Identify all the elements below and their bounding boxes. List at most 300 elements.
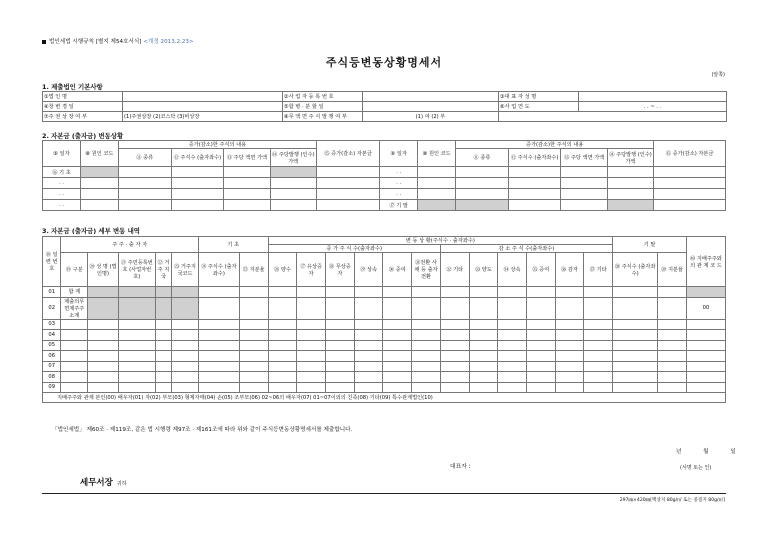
change-head: 변 동 상 황(주식수 · 출자좌수): [268, 237, 613, 245]
shaded-cell: [155, 287, 171, 298]
table-cell[interactable]: [118, 200, 171, 211]
fiscal-field[interactable]: . . ~ . .: [579, 102, 727, 112]
corp-name-label: ①법 인 명: [43, 92, 123, 102]
table-cell[interactable]: [88, 382, 119, 393]
table-cell[interactable]: [555, 287, 584, 298]
table-cell[interactable]: [469, 340, 498, 351]
table-cell[interactable]: [383, 372, 412, 383]
table-cell[interactable]: [354, 340, 383, 351]
table-cell[interactable]: [440, 361, 469, 372]
table-cell[interactable]: [239, 330, 268, 341]
par-head: ⑬ 주당 액면 가액: [224, 149, 270, 167]
table-row: [43, 351, 726, 362]
fiscal-label: ⑥사 업 연 도: [499, 102, 579, 112]
table-row: [43, 287, 726, 298]
relation-code-cell[interactable]: [686, 361, 725, 372]
table-cell[interactable]: [88, 361, 119, 372]
shaded-cell: [88, 287, 119, 298]
table-cell[interactable]: [270, 178, 316, 189]
table-cell[interactable]: [456, 189, 509, 200]
table-cell[interactable]: [440, 382, 469, 393]
row-number: 05: [43, 340, 61, 351]
table-cell[interactable]: [561, 200, 607, 211]
table-cell[interactable]: [61, 372, 88, 383]
table-cell[interactable]: [88, 319, 119, 330]
shaded-cell: [456, 200, 509, 211]
table-cell[interactable]: [469, 330, 498, 341]
table-cell[interactable]: [224, 200, 270, 211]
table-cell[interactable]: [469, 319, 498, 330]
table-cell[interactable]: [613, 330, 658, 341]
table-cell[interactable]: [317, 178, 380, 189]
table-cell[interactable]: [171, 178, 224, 189]
table-cell[interactable]: [326, 340, 355, 351]
table-cell[interactable]: [440, 330, 469, 341]
paper-spec: 297㎜×420㎜[백상지 80g/㎡ 또는 중질지 80g/㎡]: [619, 498, 725, 503]
table-cell[interactable]: [118, 351, 155, 362]
table-cell[interactable]: [172, 382, 199, 393]
table-cell[interactable]: [508, 189, 561, 200]
biz-no-field[interactable]: [363, 92, 499, 102]
table-cell[interactable]: [239, 287, 268, 298]
table-cell[interactable]: [88, 340, 119, 351]
dots-cell[interactable]: . .: [43, 178, 81, 189]
issue-head-2: ⑭ 주당발행 (인수)가액: [607, 149, 653, 167]
table-cell[interactable]: [412, 382, 441, 393]
table-cell[interactable]: [412, 287, 441, 298]
table-cell[interactable]: [239, 319, 268, 330]
table-cell[interactable]: [268, 297, 297, 319]
inc-shares-head: 증 가 주 식 수(출자좌수): [268, 245, 440, 253]
table-row: [43, 330, 726, 341]
table-cell[interactable]: [155, 319, 171, 330]
relation-code-cell[interactable]: [686, 330, 725, 341]
table-cell[interactable]: [198, 351, 239, 362]
square-bullet-icon: [42, 40, 46, 44]
table-cell[interactable]: [198, 361, 239, 372]
table-cell[interactable]: [118, 330, 155, 341]
shaded-cell: [607, 200, 653, 211]
table-cell[interactable]: [584, 351, 613, 362]
table-cell[interactable]: [268, 340, 297, 351]
table-cell[interactable]: [469, 351, 498, 362]
table-cell[interactable]: [155, 382, 171, 393]
table-cell[interactable]: [555, 351, 584, 362]
table-cell[interactable]: [613, 287, 658, 298]
corp-name-field[interactable]: [123, 92, 283, 102]
table-cell[interactable]: [383, 297, 412, 319]
table-cell[interactable]: [469, 372, 498, 383]
table-cell[interactable]: [412, 361, 441, 372]
table-cell[interactable]: [155, 351, 171, 362]
table-cell[interactable]: [613, 382, 658, 393]
table-cell[interactable]: [412, 330, 441, 341]
table-cell[interactable]: [498, 340, 527, 351]
table-cell[interactable]: [383, 351, 412, 362]
table-cell[interactable]: [584, 319, 613, 330]
column-head: ㉜ 기타: [440, 253, 469, 287]
table-cell[interactable]: [526, 330, 555, 341]
change-date-field[interactable]: [123, 102, 283, 112]
table-cell[interactable]: [584, 382, 613, 393]
table-cell[interactable]: [239, 340, 268, 351]
dots-cell[interactable]: . .: [43, 189, 81, 200]
form-reference: [42, 37, 194, 45]
table-cell[interactable]: [440, 351, 469, 362]
table-cell[interactable]: [118, 178, 171, 189]
table-cell[interactable]: [658, 340, 687, 351]
table-cell[interactable]: [326, 297, 355, 319]
table-cell[interactable]: [198, 287, 239, 298]
table-cell[interactable]: [508, 200, 561, 211]
table-cell[interactable]: [555, 297, 584, 319]
cause-head-2: ⑩ 원인 코드: [418, 141, 456, 167]
dots-cell[interactable]: . .: [380, 189, 418, 200]
table-cell[interactable]: [88, 330, 119, 341]
table-cell[interactable]: [268, 361, 297, 372]
table-cell[interactable]: [198, 372, 239, 383]
table-cell[interactable]: [297, 382, 326, 393]
table-cell[interactable]: [469, 361, 498, 372]
table-cell[interactable]: [412, 319, 441, 330]
table-cell[interactable]: [383, 287, 412, 298]
table-cell[interactable]: [469, 297, 498, 319]
section1-table: [42, 91, 727, 122]
table-cell[interactable]: [239, 361, 268, 372]
table-cell[interactable]: [118, 361, 155, 372]
column-head: ㉛전환 사채 등 출자전환: [412, 253, 441, 287]
column-head: ㊱ 감자: [555, 253, 584, 287]
table-cell[interactable]: [172, 319, 199, 330]
table-cell[interactable]: [172, 330, 199, 341]
table-cell[interactable]: [526, 340, 555, 351]
table-cell[interactable]: [61, 361, 88, 372]
table-cell[interactable]: [383, 330, 412, 341]
table-cell[interactable]: [508, 167, 561, 178]
table-cell[interactable]: [584, 330, 613, 341]
table-cell[interactable]: [383, 319, 412, 330]
table-cell[interactable]: [172, 361, 199, 372]
table-cell[interactable]: [584, 372, 613, 383]
table-cell[interactable]: [297, 372, 326, 383]
table-cell[interactable]: [61, 319, 88, 330]
end-head: 기 말: [613, 237, 687, 253]
table-cell[interactable]: [268, 287, 297, 298]
table-cell[interactable]: [607, 167, 653, 178]
table-cell[interactable]: [584, 361, 613, 372]
date-head-2: ⑨ 일자: [380, 141, 418, 167]
table-cell[interactable]: [118, 189, 171, 200]
table-cell[interactable]: [508, 178, 561, 189]
table-cell[interactable]: [80, 189, 118, 200]
table-cell[interactable]: [297, 330, 326, 341]
table-cell[interactable]: [354, 319, 383, 330]
column-head: ⑲ 구분: [61, 253, 88, 287]
table-cell[interactable]: [80, 178, 118, 189]
table-cell[interactable]: [297, 361, 326, 372]
table-cell[interactable]: [198, 319, 239, 330]
table-cell[interactable]: [584, 287, 613, 298]
table-cell[interactable]: [555, 382, 584, 393]
table-cell[interactable]: [561, 189, 607, 200]
table-cell[interactable]: [317, 200, 380, 211]
table-cell[interactable]: [555, 330, 584, 341]
table-row: [43, 372, 726, 383]
table-cell[interactable]: [61, 330, 88, 341]
table-cell[interactable]: [654, 178, 726, 189]
table-cell[interactable]: [498, 382, 527, 393]
table-cell[interactable]: [412, 340, 441, 351]
column-head: ㉝ 양도: [469, 253, 498, 287]
table-cell[interactable]: [317, 167, 380, 178]
table-cell[interactable]: [239, 297, 268, 319]
tax-office-label: [80, 476, 127, 488]
table-cell[interactable]: [613, 361, 658, 372]
table-cell[interactable]: [297, 319, 326, 330]
column-head: ㉚ 증여: [383, 253, 412, 287]
table-cell[interactable]: [80, 200, 118, 211]
inc-head-2: 증가(감소)한 주식의 내용: [456, 141, 654, 149]
date-head: ⑨ 일자: [43, 141, 81, 167]
table-cell[interactable]: [498, 361, 527, 372]
table-cell[interactable]: [239, 372, 268, 383]
table-cell[interactable]: [268, 319, 297, 330]
table-cell[interactable]: [526, 287, 555, 298]
table-cell[interactable]: [498, 297, 527, 319]
table-cell[interactable]: [383, 382, 412, 393]
table-cell[interactable]: [268, 372, 297, 383]
rep-field[interactable]: [579, 92, 727, 102]
table-cell[interactable]: [297, 340, 326, 351]
table-cell[interactable]: [412, 372, 441, 383]
relation-code-head: ㊵ 지배주주와의 관 계 코 드: [686, 237, 725, 287]
table-cell[interactable]: [555, 372, 584, 383]
table-cell[interactable]: [526, 319, 555, 330]
table-cell[interactable]: [354, 330, 383, 341]
table-cell[interactable]: [297, 287, 326, 298]
table-cell[interactable]: [658, 287, 687, 298]
table-cell[interactable]: [654, 167, 726, 178]
table-cell[interactable]: [526, 361, 555, 372]
table-cell[interactable]: [224, 167, 270, 178]
table-cell[interactable]: [172, 372, 199, 383]
table-cell[interactable]: [297, 351, 326, 362]
dots-cell[interactable]: . .: [380, 178, 418, 189]
table-cell[interactable]: [270, 189, 316, 200]
table-cell[interactable]: [613, 372, 658, 383]
table-cell[interactable]: [118, 167, 171, 178]
table-cell[interactable]: [440, 319, 469, 330]
column-head: ㉗ 유상증자: [297, 253, 326, 287]
table-cell[interactable]: [658, 319, 687, 330]
table-cell[interactable]: [172, 340, 199, 351]
table-cell[interactable]: [270, 200, 316, 211]
section3-table: [42, 236, 726, 403]
table-cell[interactable]: [584, 297, 613, 319]
table-cell[interactable]: [354, 297, 383, 319]
table-cell[interactable]: [118, 319, 155, 330]
revision-text: <개정 2013.2.23>: [143, 39, 194, 45]
table-cell[interactable]: [198, 340, 239, 351]
cause-head: ⑩ 원인 코드: [80, 141, 118, 167]
relation-code-cell[interactable]: [686, 319, 725, 330]
table-cell[interactable]: [118, 340, 155, 351]
table-cell[interactable]: [654, 189, 726, 200]
shaded-cell: [80, 167, 118, 178]
table-cell[interactable]: [613, 340, 658, 351]
table-cell[interactable]: [155, 372, 171, 383]
table-cell[interactable]: [658, 372, 687, 383]
table-cell[interactable]: [297, 297, 326, 319]
row-number: 06: [43, 351, 61, 362]
table-cell[interactable]: [354, 351, 383, 362]
no-par-options[interactable]: (1) 여 (2) 부: [363, 112, 499, 122]
table-cell[interactable]: [224, 189, 270, 200]
holder-head: 주 주 · 출 자 자: [61, 237, 198, 253]
table-cell[interactable]: [412, 351, 441, 362]
table-cell[interactable]: [658, 382, 687, 393]
relation-code-cell[interactable]: [686, 372, 725, 383]
table-cell[interactable]: [354, 361, 383, 372]
table-cell[interactable]: [440, 372, 469, 383]
table-cell[interactable]: [498, 351, 527, 362]
table-cell[interactable]: [607, 189, 653, 200]
table-cell[interactable]: [658, 351, 687, 362]
table-cell[interactable]: [326, 382, 355, 393]
table-cell[interactable]: [155, 340, 171, 351]
section1-title: 1. 제출법인 기본사항: [42, 83, 103, 91]
row-number: 08: [43, 372, 61, 383]
table-cell[interactable]: [198, 297, 239, 319]
relation-code-cell[interactable]: [686, 287, 725, 298]
table-cell[interactable]: [268, 351, 297, 362]
table-cell[interactable]: [155, 361, 171, 372]
table-cell[interactable]: [326, 319, 355, 330]
merger-date-field[interactable]: [363, 102, 499, 112]
table-cell[interactable]: [456, 178, 509, 189]
table-cell[interactable]: [555, 340, 584, 351]
table-cell[interactable]: [613, 297, 658, 319]
table-row: [43, 382, 726, 393]
table-cell[interactable]: [440, 297, 469, 319]
table-cell[interactable]: [498, 287, 527, 298]
relation-code-legend: 지배주주와 관계 본인(00) 배우자(01) 자(02) 부모(03) 형제자매(04) 손(05) 조부모(06) 02~06의 배우자(07) 01~07이외의 친족(08) 기타(09) 특수관계법인(10): [43, 393, 726, 403]
table-cell[interactable]: [326, 372, 355, 383]
table-cell[interactable]: [584, 340, 613, 351]
table-cell[interactable]: [118, 372, 155, 383]
table-cell[interactable]: [326, 351, 355, 362]
table-cell[interactable]: [383, 361, 412, 372]
table-cell[interactable]: [224, 178, 270, 189]
biz-no-label: ②사 업 자 등 록 번 호: [283, 92, 363, 102]
dots-cell[interactable]: . .: [380, 167, 418, 178]
relation-code-cell[interactable]: [686, 340, 725, 351]
table-cell[interactable]: [326, 330, 355, 341]
table-cell[interactable]: [354, 287, 383, 298]
table-cell[interactable]: [418, 189, 456, 200]
table-cell[interactable]: [198, 330, 239, 341]
row-category: 제출의무 면제주주 소계: [61, 297, 88, 319]
table-cell[interactable]: [498, 330, 527, 341]
table-cell[interactable]: [561, 167, 607, 178]
table-cell[interactable]: [61, 340, 88, 351]
listing-options[interactable]: (1)주권상장 (2)코스닥 (3)비상장: [123, 112, 283, 122]
column-head: ㊲ 기타: [584, 253, 613, 287]
table-cell[interactable]: [268, 382, 297, 393]
table-cell[interactable]: [469, 287, 498, 298]
table-cell[interactable]: [658, 297, 687, 319]
table-cell[interactable]: [155, 330, 171, 341]
table-cell[interactable]: [526, 297, 555, 319]
relation-code-cell[interactable]: [686, 351, 725, 362]
table-cell[interactable]: [658, 330, 687, 341]
rep-label: ③대 표 자 성 명: [499, 92, 579, 102]
table-cell[interactable]: [498, 372, 527, 383]
relation-code-cell[interactable]: 00: [686, 297, 725, 319]
empty-cell: [499, 112, 727, 122]
table-cell[interactable]: [61, 382, 88, 393]
table-cell[interactable]: [326, 361, 355, 372]
table-cell[interactable]: [526, 382, 555, 393]
table-cell[interactable]: [456, 167, 509, 178]
representative-label[interactable]: 대표자 :: [450, 464, 471, 470]
table-cell[interactable]: [326, 287, 355, 298]
column-head: ㉖ 양수: [268, 253, 297, 287]
table-cell[interactable]: [498, 319, 527, 330]
table-cell[interactable]: [383, 340, 412, 351]
table-cell[interactable]: [526, 372, 555, 383]
table-cell[interactable]: [418, 167, 456, 178]
table-cell[interactable]: [171, 200, 224, 211]
table-cell[interactable]: [418, 178, 456, 189]
table-cell[interactable]: [555, 361, 584, 372]
table-cell[interactable]: [412, 297, 441, 319]
relation-code-cell[interactable]: [686, 382, 725, 393]
table-cell[interactable]: [88, 372, 119, 383]
row-number: 04: [43, 330, 61, 341]
table-cell[interactable]: [88, 351, 119, 362]
table-cell[interactable]: [317, 189, 380, 200]
date-line[interactable]: 년 월 일: [676, 449, 746, 455]
table-cell[interactable]: [118, 382, 155, 393]
table-cell[interactable]: [171, 167, 224, 178]
table-cell[interactable]: [654, 200, 726, 211]
table-cell[interactable]: [658, 361, 687, 372]
table-cell[interactable]: [172, 351, 199, 362]
table-cell[interactable]: [354, 382, 383, 393]
table-cell[interactable]: [198, 382, 239, 393]
table-cell[interactable]: [526, 351, 555, 362]
shaded-cell: [172, 287, 199, 298]
table-cell[interactable]: [561, 178, 607, 189]
table-cell[interactable]: [607, 178, 653, 189]
table-cell[interactable]: [171, 189, 224, 200]
table-cell[interactable]: [268, 330, 297, 341]
table-cell[interactable]: [239, 382, 268, 393]
table-cell[interactable]: [61, 351, 88, 362]
dots-cell[interactable]: . .: [43, 200, 81, 211]
table-row: [43, 319, 726, 330]
table-cell[interactable]: [555, 319, 584, 330]
table-cell[interactable]: [440, 340, 469, 351]
table-cell[interactable]: [354, 372, 383, 383]
table-cell[interactable]: [239, 351, 268, 362]
table-cell[interactable]: [440, 287, 469, 298]
table-cell[interactable]: [613, 351, 658, 362]
table-cell[interactable]: [469, 382, 498, 393]
table-cell[interactable]: [613, 319, 658, 330]
cap-head: ⑮ 증가(감소) 자본금: [317, 141, 380, 167]
